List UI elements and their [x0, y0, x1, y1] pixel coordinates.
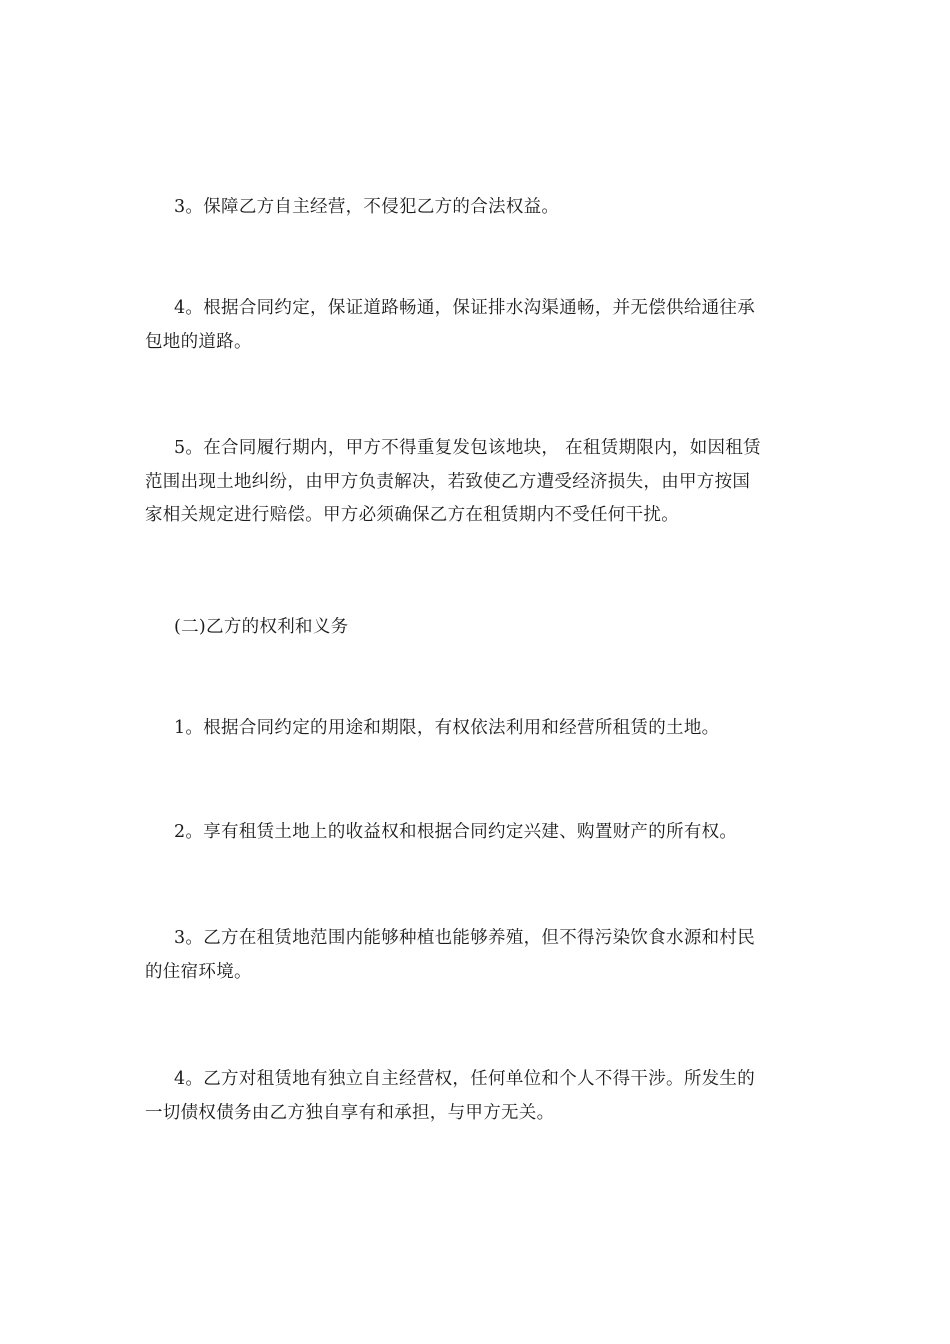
clause-a3 — [145, 191, 805, 225]
text-line: 包地的道路。 — [145, 331, 252, 352]
text-line: 一切债权债务由乙方独自享有和承担，与甲方无关。 — [145, 1102, 555, 1123]
clause-a5 — [145, 432, 805, 533]
clause-b1 — [145, 712, 805, 746]
clause-b2 — [145, 816, 805, 850]
text-line: 4。乙方对租赁地有独立自主经营权，任何单位和个人不得干涉。所发生的 — [174, 1069, 756, 1089]
text-line: 4。根据合同约定，保证道路畅通，保证排水沟渠通畅，并无偿供给通往承 — [174, 298, 756, 318]
text-line: 5。在合同履行期内，甲方不得重复发包该地块， 在租赁期限内，如因租赁 — [174, 438, 761, 458]
text-line: 范围出现土地纠纷，由甲方负责解决，若致使乙方遭受经济损失，由甲方按国 — [145, 471, 751, 492]
clause-b4 — [145, 1063, 805, 1130]
text-line: 3。乙方在租赁地范围内能够种植也能够养殖，但不得污染饮食水源和村民 — [174, 928, 756, 948]
text-line: 2。享有租赁土地上的收益权和根据合同约定兴建、购置财产的所有权。 — [174, 822, 738, 842]
section-heading-b — [145, 611, 805, 645]
text-line: 3。保障乙方自主经营，不侵犯乙方的合法权益。 — [174, 197, 560, 217]
text-line: 家相关规定进行赔偿。甲方必须确保乙方在租赁期内不受任何干扰。 — [145, 505, 679, 525]
clause-b3 — [145, 922, 805, 989]
text-line: (二)乙方的权利和义务 — [174, 617, 349, 637]
text-line: 1。根据合同约定的用途和期限，有权依法利用和经营所租赁的土地。 — [174, 718, 720, 738]
text-line: 的住宿环境。 — [145, 961, 252, 982]
clause-a4 — [145, 292, 805, 359]
